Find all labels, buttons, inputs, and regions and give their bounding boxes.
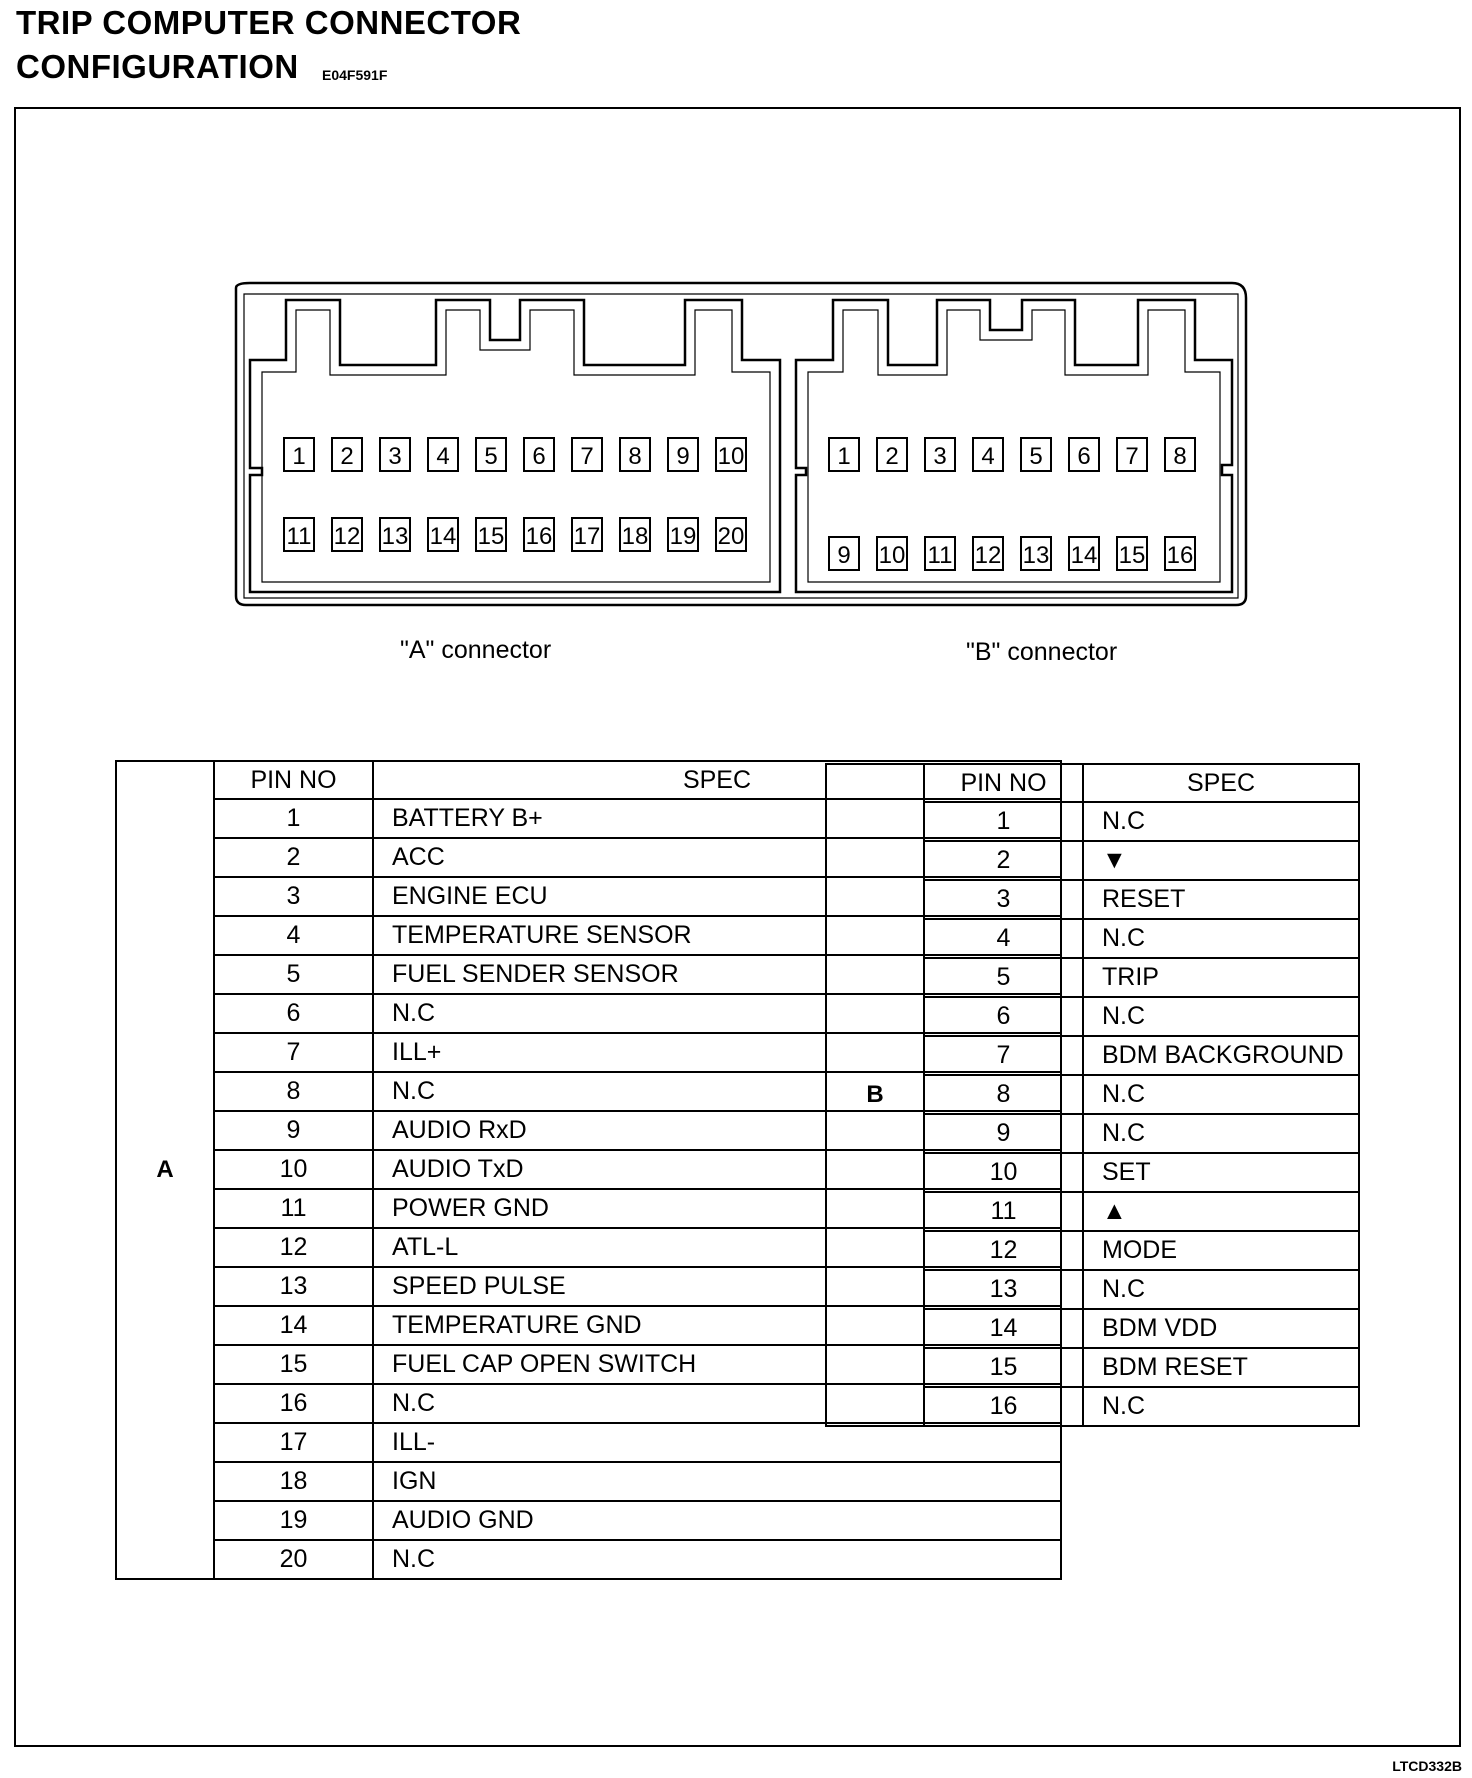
spec-cell: N.C [373,994,1061,1033]
pin-number-cell: 10 [214,1150,373,1189]
pin-number: 11 [286,523,312,550]
pin-number-cell: 16 [214,1384,373,1423]
spec-cell: ENGINE ECU [373,877,1061,916]
spec-cell: N.C [373,1384,1061,1423]
pin-number-cell: 9 [924,1114,1083,1153]
pin-number: 12 [974,542,1002,569]
spec-cell: SET [1083,1153,1359,1192]
pin-number: 11 [927,542,953,569]
pin-number: 14 [429,523,457,550]
spec-cell: IGN [373,1462,1061,1501]
pin-number-cell: 19 [214,1501,373,1540]
pin-number-cell: 8 [924,1075,1083,1114]
spec-cell: AUDIO GND [373,1501,1061,1540]
table-row [116,1423,1061,1462]
pin-number-cell: 12 [924,1231,1083,1270]
pin-number: 6 [532,443,546,470]
connector-group-label: A [116,761,214,1579]
spec-cell: N.C [1083,1075,1359,1114]
spec-cell: FUEL SENDER SENSOR [373,955,1061,994]
pin-number: 1 [837,443,851,470]
pin-number: 19 [669,523,697,550]
pin-number: 10 [878,542,906,569]
pin-number-cell: 15 [214,1345,373,1384]
pin-number: 16 [525,523,553,550]
pin-number-cell: 4 [924,919,1083,958]
pin-number-cell: 7 [924,1036,1083,1075]
pin-number-cell: 6 [214,994,373,1033]
pin-number-cell: 16 [924,1387,1083,1426]
spec-cell: TEMPERATURE GND [373,1306,1061,1345]
spec-cell: BDM RESET [1083,1348,1359,1387]
pin-number-cell: 12 [214,1228,373,1267]
pin-number-cell: 9 [214,1111,373,1150]
pin-number: 7 [1125,443,1139,470]
pin-number: 5 [484,443,498,470]
spec-cell: N.C [1083,1114,1359,1153]
pin-number-cell: 10 [924,1153,1083,1192]
pin-number-cell: 3 [924,880,1083,919]
pin-number-cell: 14 [214,1306,373,1345]
spec-cell: ILL+ [373,1033,1061,1072]
pin-number: 2 [340,443,354,470]
page-title: TRIP COMPUTER CONNECTOR [16,4,522,41]
spec-cell: BDM BACKGROUND [1083,1036,1359,1075]
pin-number: 1 [292,443,306,470]
pin-number-cell: 5 [924,958,1083,997]
pin-number-cell: 7 [214,1033,373,1072]
spec-cell: ACC [373,838,1061,877]
spec-cell: RESET [1083,880,1359,919]
page-subtitle: CONFIGURATION [16,48,299,85]
spec-cell: MODE [1083,1231,1359,1270]
spec-header: SPEC [373,761,1061,799]
table-row [116,1462,1061,1501]
pin-number: 15 [477,523,505,550]
spec-cell: FUEL CAP OPEN SWITCH [373,1345,1061,1384]
pin-number-cell: 6 [924,997,1083,1036]
pin-number: 3 [388,443,402,470]
pin-number: 4 [436,443,450,470]
pin-number-cell: 11 [924,1192,1083,1231]
pin-number: 9 [837,542,851,569]
connector-b-label: "B" connector [966,638,1118,666]
pin-number-cell: 1 [214,799,373,838]
pin-number-cell: 13 [214,1267,373,1306]
pin-number: 4 [981,443,995,470]
pin-number: 18 [621,523,649,550]
pin-number: 14 [1070,542,1098,569]
pin-number: 2 [885,443,899,470]
pin-number-cell: 17 [214,1423,373,1462]
spec-cell: N.C [1083,802,1359,841]
pin-number: 9 [676,443,690,470]
pin-number-cell: 1 [924,802,1083,841]
pin-number-cell: 18 [214,1462,373,1501]
pin-number-cell: 15 [924,1348,1083,1387]
pin-number-cell: 20 [214,1540,373,1579]
pin-number: 12 [333,523,361,550]
pin-number-cell: 8 [214,1072,373,1111]
spec-cell: N.C [373,1072,1061,1111]
pin-number-cell: 2 [214,838,373,877]
pin-number: 7 [580,443,594,470]
spec-header: SPEC [1083,764,1359,802]
pin-number: 13 [1022,542,1050,569]
pin-number: 5 [1029,443,1043,470]
connector-b-inner [808,310,1220,582]
pin-number: 10 [717,443,745,470]
spec-cell: ▼ [1083,841,1359,880]
pin-number-cell: 3 [214,877,373,916]
spec-cell: ▲ [1083,1192,1359,1231]
spec-cell: BATTERY B+ [373,799,1061,838]
pin-number: 16 [1166,542,1194,569]
pin-number: 17 [573,523,601,550]
pin-no-header: PIN NO [214,761,373,799]
pin-number: 13 [381,523,409,550]
connector-a-label: "A" connector [400,636,552,664]
footer-code: LTCD332B [1392,1758,1462,1774]
spec-cell: N.C [1083,1270,1359,1309]
pin-number: 20 [717,523,745,550]
spec-cell: ILL- [373,1423,1061,1462]
table-row [116,1540,1061,1579]
spec-cell: POWER GND [373,1189,1061,1228]
pin-number-cell: 2 [924,841,1083,880]
document-code: E04F591F [322,67,388,83]
pin-number-cell: 13 [924,1270,1083,1309]
spec-cell: TRIP [1083,958,1359,997]
pin-no-header: PIN NO [924,764,1083,802]
pin-number: 15 [1118,542,1146,569]
pin-number: 8 [1173,443,1187,470]
spec-cell: N.C [1083,919,1359,958]
table-header-row [826,764,1359,802]
spec-cell: AUDIO RxD [373,1111,1061,1150]
spec-cell: TEMPERATURE SENSOR [373,916,1061,955]
table-row [116,1501,1061,1540]
spec-cell: N.C [1083,997,1359,1036]
pin-table-b [825,763,1360,1427]
pin-number-cell: 5 [214,955,373,994]
pin-number: 6 [1077,443,1091,470]
spec-cell: N.C [1083,1387,1359,1426]
connector-group-label: B [826,764,924,1426]
spec-cell: ATL-L [373,1228,1061,1267]
spec-cell: AUDIO TxD [373,1150,1061,1189]
pin-number-cell: 11 [214,1189,373,1228]
spec-cell: SPEED PULSE [373,1267,1061,1306]
pin-number: 8 [628,443,642,470]
pin-number-cell: 14 [924,1309,1083,1348]
spec-cell: N.C [373,1540,1061,1579]
pin-number: 3 [933,443,947,470]
spec-cell: BDM VDD [1083,1309,1359,1348]
pin-number-cell: 4 [214,916,373,955]
